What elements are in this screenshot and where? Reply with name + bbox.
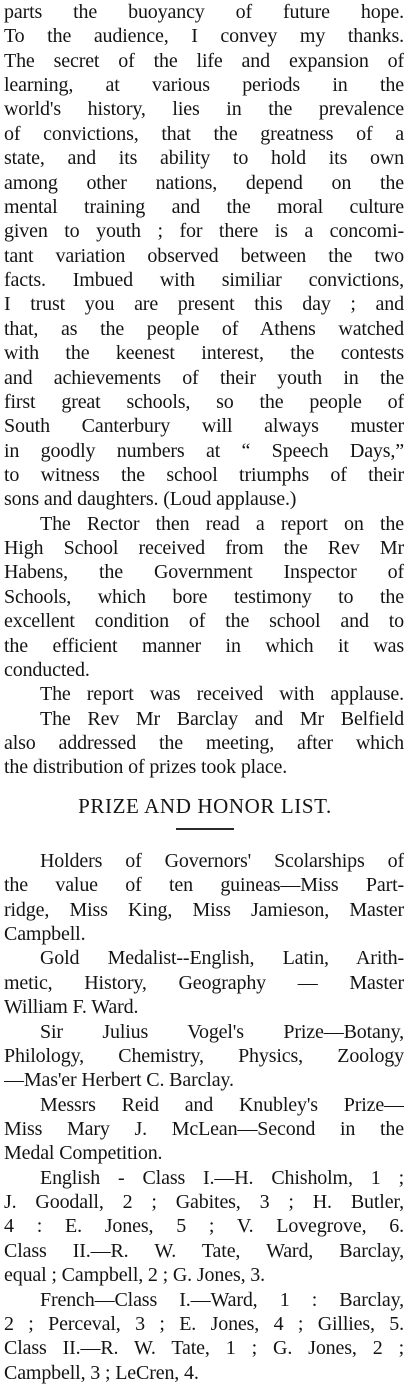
paragraph-line: the efficient manner in which it was (4, 634, 404, 657)
paragraph-line: Miss Mary J. McLean—Second in the (4, 1117, 404, 1140)
paragraph-line: to witness the school triumphs of their (4, 463, 404, 486)
paragraph-line: Messrs Reid and Knubley's Prize— (40, 1093, 404, 1116)
paragraph-line: Medal Competition. (4, 1142, 163, 1165)
paragraph-line: J. Goodall, 2 ; Gabites, 3 ; H. Butler, (4, 1191, 404, 1214)
paragraph-line: 2 ; Perceval, 3 ; E. Jones, 4 ; Gillies, 5. (4, 1312, 404, 1335)
paragraph-line: state, and its ability to hold its own (4, 147, 404, 170)
paragraph-line: William F. Ward. (4, 996, 139, 1019)
paragraph-line: Class II.—R. W. Tate, Ward, Barclay, (4, 1239, 404, 1262)
paragraph-line: among other nations, depend on the (4, 171, 404, 194)
paragraph-line: parts the buoyancy of future hope. (4, 1, 404, 23)
paragraph-line: —Mas'er Herbert C. Barclay. (4, 1069, 234, 1092)
paragraph-line: that, as the people of Athens watched (4, 317, 404, 340)
paragraph-line: with the keenest interest, the contests (4, 342, 404, 365)
paragraph-line: the value of ten guineas—Miss Part- (4, 874, 404, 897)
paragraph-line: metic, History, Geography — Master (4, 971, 404, 994)
paragraph-line: Holders of Governors' Scolarships of (40, 849, 404, 872)
paragraph-line: excellent condition of the school and to (4, 610, 404, 633)
paragraph-line: To the audience, I convey my thanks. (4, 25, 404, 48)
paragraph-line: Habens, the Government Inspector of (4, 561, 404, 584)
paragraph-line: The report was received with applause. (40, 683, 404, 706)
paragraph-line: 4 : E. Jones, 5 ; V. Lovegrove, 6. (4, 1215, 404, 1238)
paragraph-line: first great schools, so the people of (4, 390, 404, 413)
paragraph-line: Class II.—R. W. Tate, 1 ; G. Jones, 2 ; (4, 1337, 404, 1360)
paragraph-line: Campbell. (4, 923, 86, 946)
paragraph-line: English - Class I.—H. Chisholm, 1 ; (40, 1166, 404, 1189)
paragraph-line: in goodly numbers at “ Speech Days,” (4, 439, 404, 462)
paragraph-line: ridge, Miss King, Miss Jamieson, Master (4, 898, 404, 921)
paragraph-line: conducted. (4, 658, 90, 681)
paragraph-line: tant variation observed between the two (4, 244, 404, 267)
paragraph-line: South Canterbury will always muster (4, 415, 404, 438)
paragraph-line: equal ; Campbell, 2 ; G. Jones, 3. (4, 1264, 265, 1287)
paragraph-line: the distribution of prizes took place. (4, 756, 288, 779)
paragraph-line: also addressed the meeting, after which (4, 732, 404, 754)
paragraph-line: High School received from the Rev Mr (4, 537, 404, 560)
paragraph-line: Philology, Chemistry, Physics, Zoology (4, 1044, 404, 1067)
heading-rule (176, 828, 234, 830)
section-heading: PRIZE AND HONOR LIST. (78, 794, 332, 819)
paragraph-line: facts. Imbued with similiar convictions, (4, 269, 404, 292)
paragraph-line: of convictions, that the greatness of a (4, 122, 404, 145)
paragraph-line: Campbell, 3 ; LeCren, 4. (4, 1361, 199, 1384)
paragraph-line: Schools, which bore testimony to the (4, 585, 404, 608)
paragraph-line: sons and daughters. (Loud applause.) (4, 488, 297, 511)
paragraph-line: given to youth ; for there is a concomi- (4, 220, 404, 243)
paragraph-line: Gold Medalist--English, Latin, Arith- (40, 947, 404, 970)
paragraph-line: The secret of the life and expansion of (4, 49, 404, 72)
paragraph-line: I trust you are present this day ; and (4, 293, 404, 316)
paragraph-line: and achievements of their youth in the (4, 366, 404, 389)
paragraph-line: world's history, lies in the prevalence (4, 98, 404, 121)
paragraph-line: The Rev Mr Barclay and Mr Belfield (40, 707, 404, 730)
paragraph-line: Sir Julius Vogel's Prize—Botany, (40, 1020, 404, 1043)
paragraph-line: mental training and the moral culture (4, 195, 404, 218)
paragraph-line: The Rector then read a report on the (40, 512, 404, 535)
paragraph-line: French—Class I.—Ward, 1 : Barclay, (40, 1288, 404, 1311)
paragraph-line: learning, at various periods in the (4, 74, 404, 97)
